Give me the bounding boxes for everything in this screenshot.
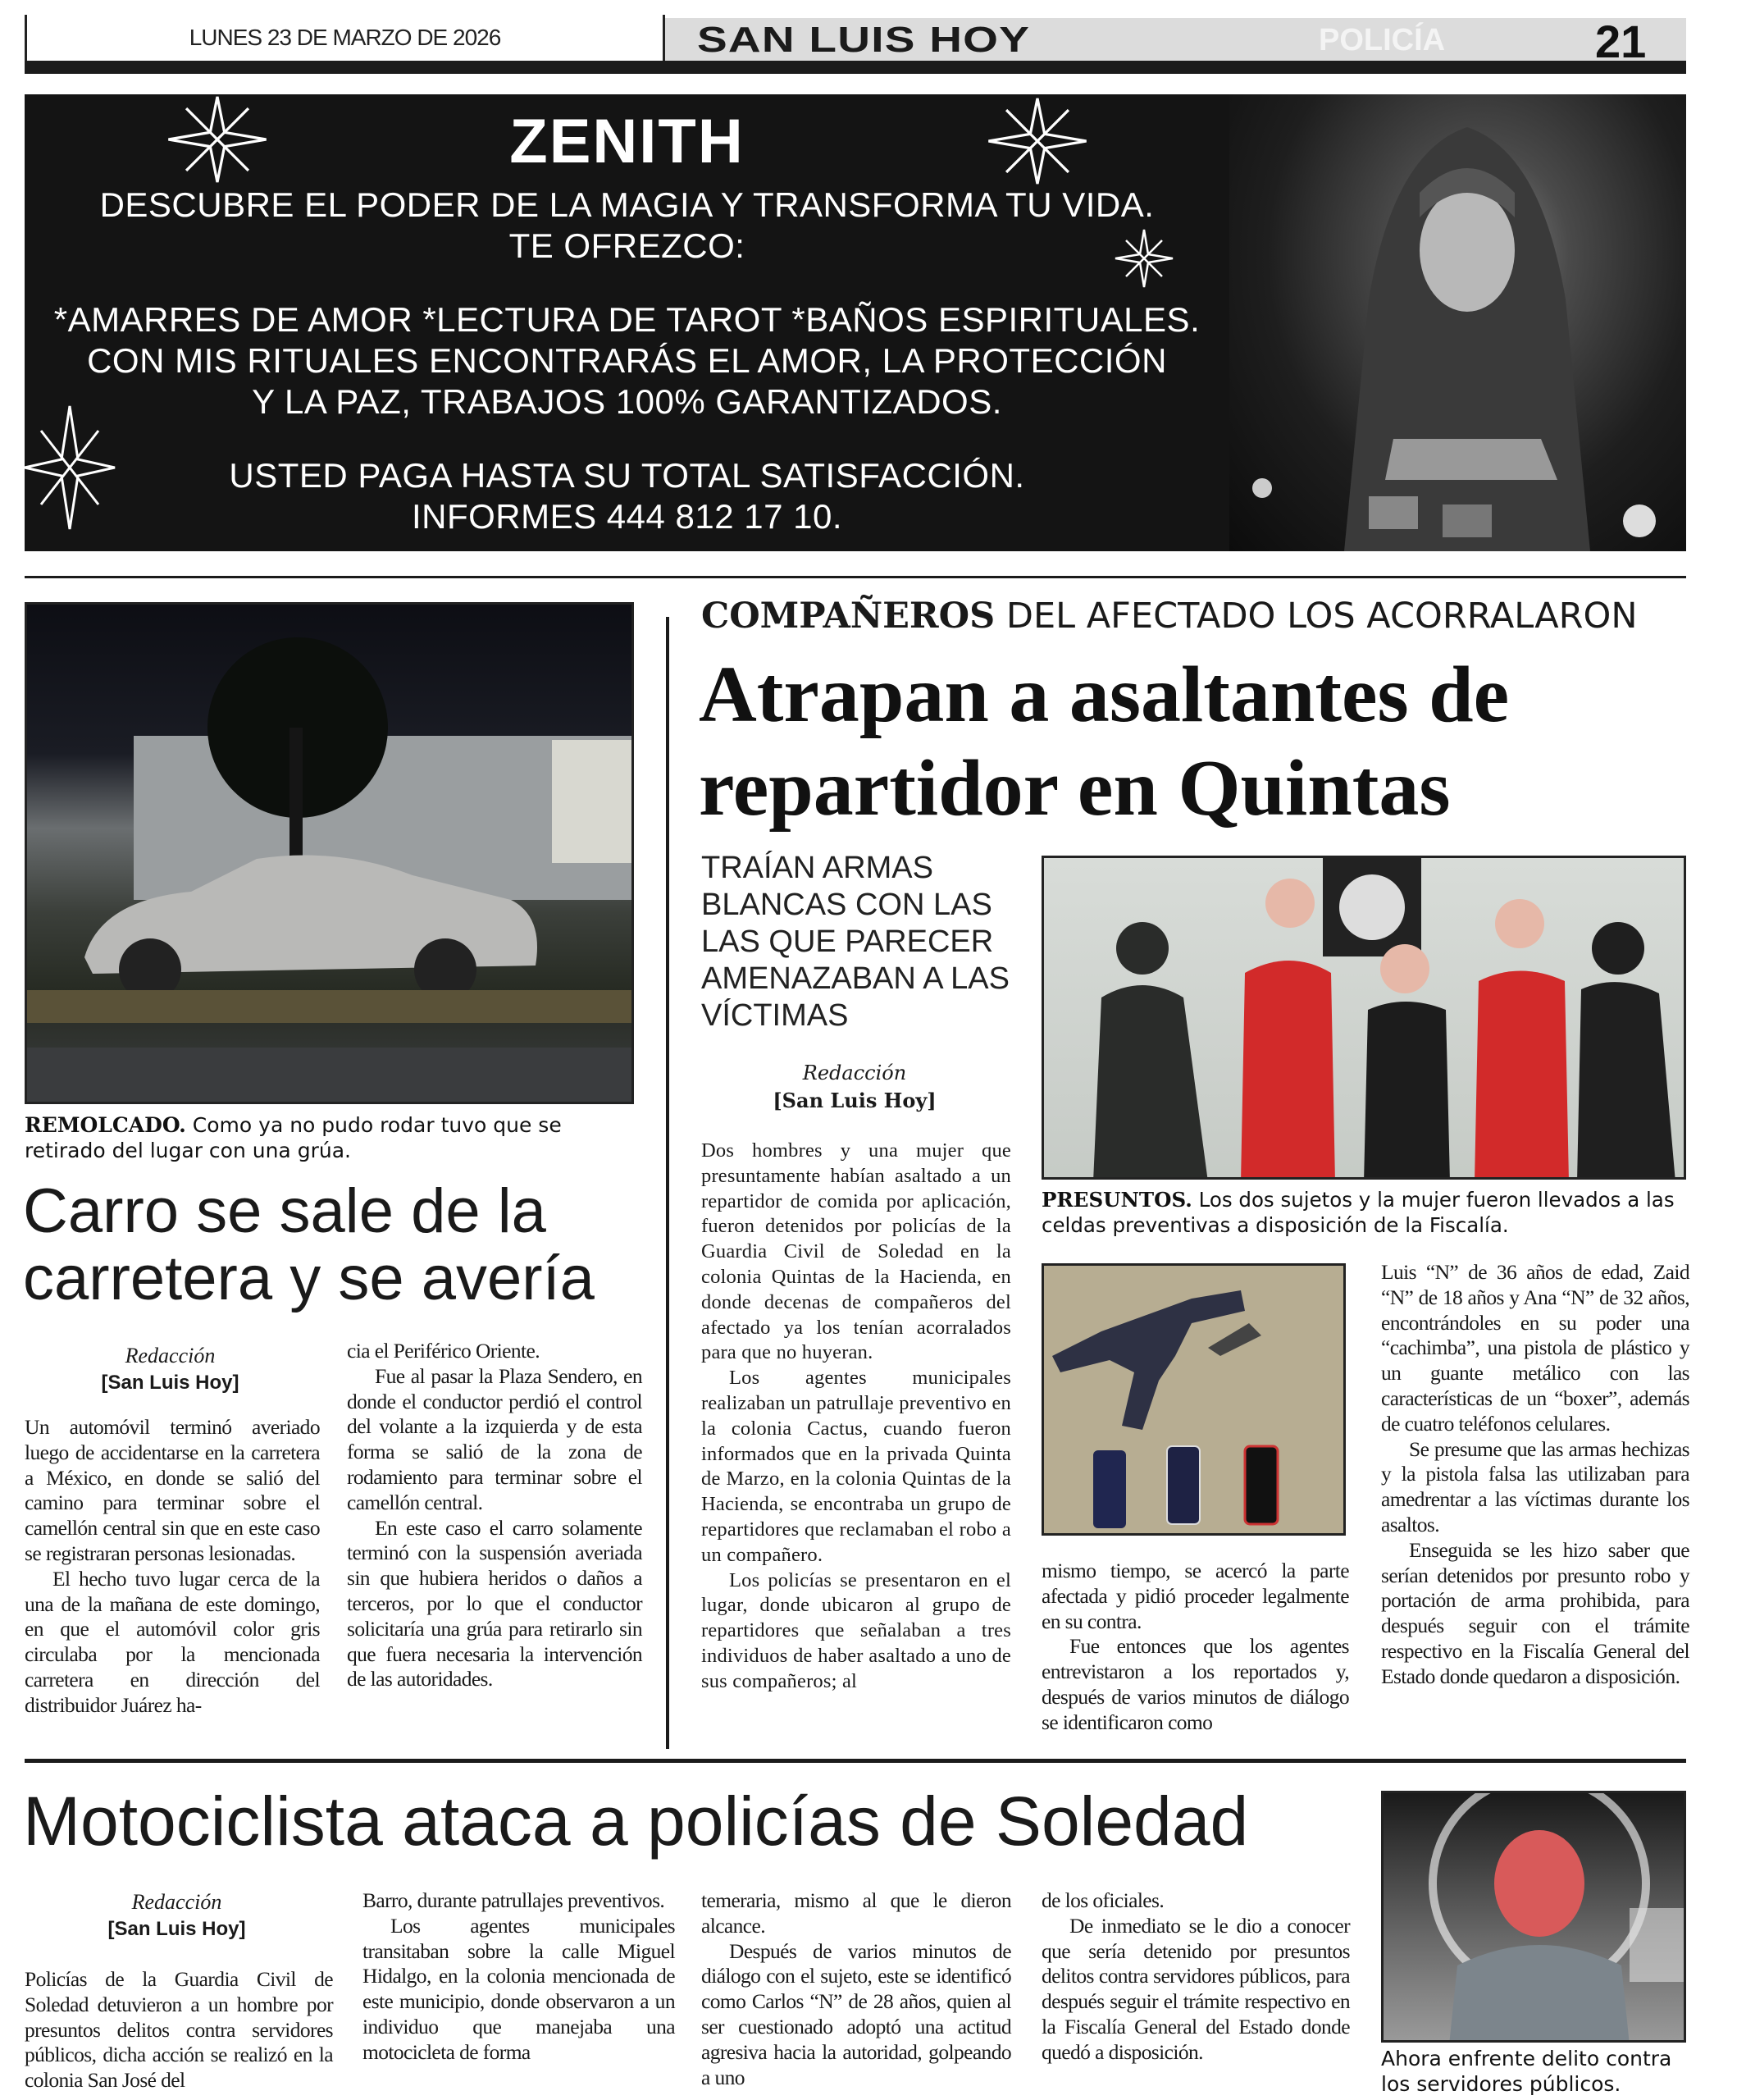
car-headline: Carro se sale de la carretera y se avería xyxy=(23,1176,595,1313)
section-divider xyxy=(25,576,1686,578)
car-photo-caption: REMOLCADO. Como ya no pudo rodar tuvo que se retirado del lugar con una grúa. xyxy=(25,1113,562,1162)
detainees-photo xyxy=(1042,856,1686,1180)
ad-line: DESCUBRE EL PODER DE LA MAGIA Y TRANSFORMA TU VIDA. xyxy=(99,185,1155,224)
page-number: 21 xyxy=(1595,16,1647,67)
sparkle-icon xyxy=(1111,226,1177,291)
ad-line: TE OFREZCO: xyxy=(508,226,745,265)
moto-body-column-4: de los oficiales. De inmediato se le dio a conocer que sería detenido por presuntos delitos contra servidores públicos, para después seguir el trámite respectivo en la Fiscalía General del Estado donde quedó a disposición. xyxy=(1042,1888,1350,2064)
robbery-subhead: TRAÍAN ARMAS BLANCAS CON LAS LAS QUE PARECER AMENAZABAN A LAS VÍCTIMAS xyxy=(701,851,1010,1033)
robbery-byline: Redacción [San Luis Hoy] xyxy=(773,1061,937,1112)
moto-body-column-2: Barro, durante patrullajes preventivos. Los agentes municipales transitaban sobre la calle Miguel Hidalgo, en la colonia mencionada de este municipio, donde observaron a un individuo que manejaba una motocicleta de forma xyxy=(362,1888,675,2064)
moto-body-column-3: temeraria, mismo al que le dieron alcance. Después de varios minutos de diálogo con el sujeto, este se identificó como Carlos “N” de 28 años, quien al ser cuestionado adoptó una actitud agresiva hacia la autoridad, golpeando a uno xyxy=(701,1888,1011,2089)
robbery-body-column-3: Luis “N” de 36 años de edad, Zaid “N” de 18 años y Ana “N” de 32 años, encontrándoles en su poder una “cachimba”, una pistola de plástico y un guante metálico con las características de un “boxer”, además de cuatro teléfonos celulares. Se presume que las armas hechizas y la pistola falsa las utilizaban para amedrentar a las víctimas durante los asaltos. Enseguida se les hizo saber que serían detenidos por presunto robo y portación de arma prohibida, para después seguir con el trámite respectivo en la Fiscalía General del Estado donde quedaron a disposición. xyxy=(1381,1260,1689,1688)
car-photo xyxy=(25,602,634,1104)
newspaper-name: SAN LUIS HOY xyxy=(697,20,1031,60)
seized-items-photo xyxy=(1042,1263,1346,1536)
ad-line: CON MIS RITUALES ENCONTRARÁS EL AMOR, LA PROTECCIÓN xyxy=(87,341,1167,380)
car-body-column-1: Un automóvil terminó averiado luego de accidentarse en la carretera a México, en donde se salió del camino para terminar sobre el camellón central sin que en este caso se registraran personas lesionadas. El hecho tuvo lugar cerca de la una de la mañana de este domingo, en que el automóvil color gris circulaba por la mencionada carretera en dirección del distribuidor Juárez ha- xyxy=(25,1415,320,1717)
header-rule xyxy=(25,61,1686,74)
issue-date: LUNES 23 DE MARZO DE 2026 xyxy=(189,25,501,50)
ad-line: INFORMES 444 812 17 10. xyxy=(411,497,843,536)
sparkle-icon xyxy=(21,402,119,533)
ad-line: Y LA PAZ, TRABAJOS 100% GARANTIZADOS. xyxy=(252,382,1002,421)
moto-body-column-1: Policías de la Guardia Civil de Soledad detuvieron a un hombre por presuntos delitos contra servidores públicos, dicha acción se realizó en la colonia San José del xyxy=(25,1967,333,2093)
moto-headline: Motociclista ataca a policías de Soledad xyxy=(23,1783,1249,1860)
car-body-column-2: cia el Periférico Oriente. Fue al pasar la Plaza Sendero, en donde el conductor perdió el control del volante a la izquierda y de esta forma se salió de la zona de rodamiento para terminar sobre el camellón central. En este caso el carro solamente terminó con la suspensión averiada sin que hubiera heridos o daños a terceros, por lo que el conductor solicitaría una grúa para retirarlo sin que fuera necesaria la intervención de las autoridades. xyxy=(347,1339,642,1691)
car-byline: Redacción [San Luis Hoy] xyxy=(101,1344,239,1394)
section-divider xyxy=(25,1759,1686,1763)
suspect-photo xyxy=(1381,1791,1686,2043)
ad-text xyxy=(25,94,1229,551)
suspect-photo-caption: Ahora enfrente delito contra los servidores públicos. xyxy=(1381,2047,1672,2096)
sparkle-icon xyxy=(984,96,1091,186)
robbery-body-column-1: Dos hombres y una mujer que presuntamente habían asaltado a un repartidor de comida por aplicación, fueron detenidos por policías de la Guardia Civil de Soledad en la colonia Quintas de la Hacienda, en donde decenas de compañeros del afectado ya los tenían acorralados para que no huyeran. Los agentes municipales realizaban un patrullaje preventivo en la colonia Cactus, cuando fueron informados que en la privada Quinta de Marzo, en la colonia Quintas de la Hacienda, se encontraba un grupo de repartidores que reclamaban el robo a un compañero. Los policías se presentaron en el lugar, donde ubicaron al grupo de repartidores que señalaban a tres individuos de haber asaltado a uno de sus compañeros; al xyxy=(701,1139,1011,1692)
ad-title: ZENITH xyxy=(509,107,745,176)
ad-line: *AMARRES DE AMOR *LECTURA DE TAROT *BAÑOS ESPIRITUALES. xyxy=(53,300,1201,339)
ad-line: USTED PAGA HASTA SU TOTAL SATISFACCIÓN. xyxy=(229,456,1025,495)
sparkle-icon xyxy=(164,94,271,185)
robbery-headline: Atrapan a asaltantes de repartidor en Quintas xyxy=(699,651,1510,833)
caption-label: REMOLCADO. xyxy=(25,1113,186,1137)
robbery-body-column-2: mismo tiempo, se acercó la parte afectada y pidió proceder legalmente en su contra. Fue entonces que los agentes entrevistaron a los reportados y, después de varios minutos de diálogo se identificaron como xyxy=(1042,1559,1349,1734)
section-name: POLICÍA xyxy=(1319,23,1446,57)
robbery-kicker: COMPAÑEROS DEL AFECTADO LOS ACORRALARON xyxy=(701,596,1638,637)
detainees-photo-caption: PRESUNTOS. Los dos sujetos y la mujer fueron llevados a las celdas preventivas a disposición de la Fiscalía. xyxy=(1042,1188,1675,1237)
column-divider xyxy=(666,617,669,1749)
fortune-teller-image xyxy=(1229,94,1686,551)
moto-byline: Redacción [San Luis Hoy] xyxy=(107,1890,246,1940)
